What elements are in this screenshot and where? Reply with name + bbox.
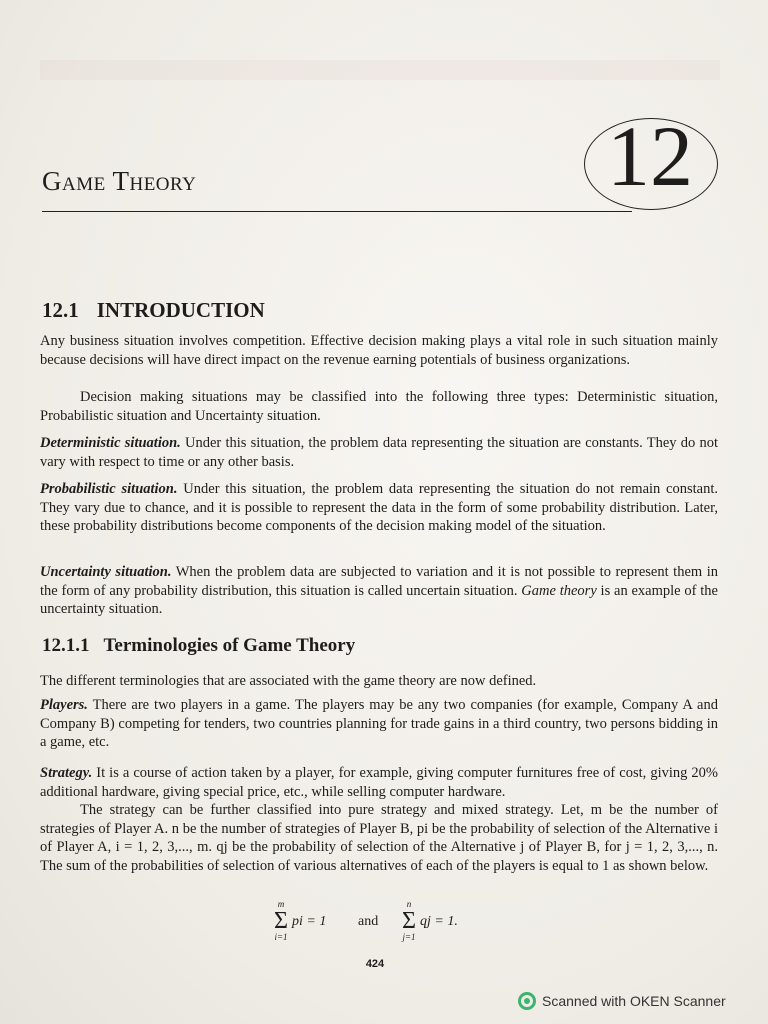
sum-1-upper: m — [277, 899, 285, 909]
subsection-heading — [42, 635, 355, 657]
formula-connector: and — [358, 914, 379, 929]
players-body: There are two players in a game. The players may be any two companies (for example, Company A and Company B) competing for tenders, two countries planning for trade gains in a third country, two persons bidding in a game, etc. — [40, 697, 718, 750]
deterministic-paragraph — [40, 434, 718, 471]
strategy-paragraph — [40, 764, 718, 801]
intro-paragraph-2: Decision making situations may be classified into the following three types: Deterministic situation, Probabilistic situation and Uncertainty situation. — [40, 389, 718, 424]
scanner-text: Scanned with OKEN Scanner — [542, 993, 726, 1009]
chapter-number: 12 — [607, 108, 693, 204]
subsection-title: Terminologies of Game Theory — [103, 635, 356, 656]
probabilistic-paragraph — [40, 480, 718, 536]
sum-1-lower: i=1 — [274, 932, 288, 942]
probability-sum-formula — [270, 900, 490, 956]
uncertainty-lead: Uncertainty situation. — [40, 564, 172, 580]
players-paragraph — [40, 696, 718, 752]
sum-2-lower: j=1 — [402, 932, 416, 942]
oken-logo-icon — [518, 992, 536, 1010]
section-title: INTRODUCTION — [96, 298, 265, 322]
game-theory-term: Game theory — [521, 582, 597, 599]
sigma-icon: Σ — [402, 908, 416, 934]
probabilistic-lead: Probabilistic situation. — [40, 481, 178, 497]
page-number: 424 — [365, 958, 385, 970]
section-number: 12.1 — [42, 298, 79, 322]
sum-2 — [402, 900, 416, 942]
players-lead: Players. — [40, 697, 88, 713]
strategy-lead: Strategy. — [40, 765, 93, 781]
section-heading — [42, 298, 265, 323]
terms-intro: The different terminologies that are associated with the game theory are now defined. — [40, 673, 537, 689]
sigma-icon: Σ — [274, 908, 288, 934]
intro-paragraph-1: Any business situation involves competition. Effective decision making plays a vital role in such situation mainly because decisions will have direct impact on the revenue earning potentials of business organizations. — [40, 333, 718, 368]
sum-2-term: qj = 1. — [420, 914, 458, 929]
uncertainty-paragraph — [40, 563, 718, 619]
sum-2-upper: n — [406, 899, 412, 909]
sum-1 — [274, 900, 288, 942]
game-theory-tail: is an example of the uncertainty situation. — [40, 582, 718, 617]
scanner-watermark — [518, 990, 726, 1012]
bleed-through-shadow — [40, 60, 720, 80]
probabilistic-body: Under this situation, the problem data representing the situation do not remain constant. They vary due to chance, and it is possible to represent the data in the form of some probability distribution. Later, these probability distributions become components of the decision making model of the situation. — [40, 481, 719, 534]
strategy-body: It is a course of action taken by a player, for example, giving computer furnitures free of cost, giving 20% additional hardware, giving special price, etc., while selling computer hardware. — [40, 765, 718, 800]
chapter-title: Game Theory — [42, 166, 197, 196]
subsection-number: 12.1.1 — [42, 635, 90, 656]
sum-1-term: pi = 1 — [292, 914, 327, 929]
deterministic-body: Under this situation, the problem data representing the situation are constants. They do not vary with respect to time or any other basis. — [40, 435, 718, 470]
deterministic-lead: Deterministic situation. — [40, 435, 181, 451]
strategy-paragraph-2: The strategy can be further classified into pure strategy and mixed strategy. Let, m be the number of strategies of Player A. n be the number of strategies of Player B, pi be the probability of selection of the Alternative i of Player A, i = 1, 2, 3,..., m. qj be the probability of selection of the Alternative j of Player B, for j = 1, 2, 3,..., n. The sum of the probabilities of selection of various alternatives of each of the players is equal to 1 as shown below. — [40, 802, 718, 874]
uncertainty-body: When the problem data are subjected to variation and it is not possible to represent them in the form of any probability distribution, this situation is called uncertain situation. — [40, 564, 718, 599]
chapter-rule — [42, 211, 632, 212]
